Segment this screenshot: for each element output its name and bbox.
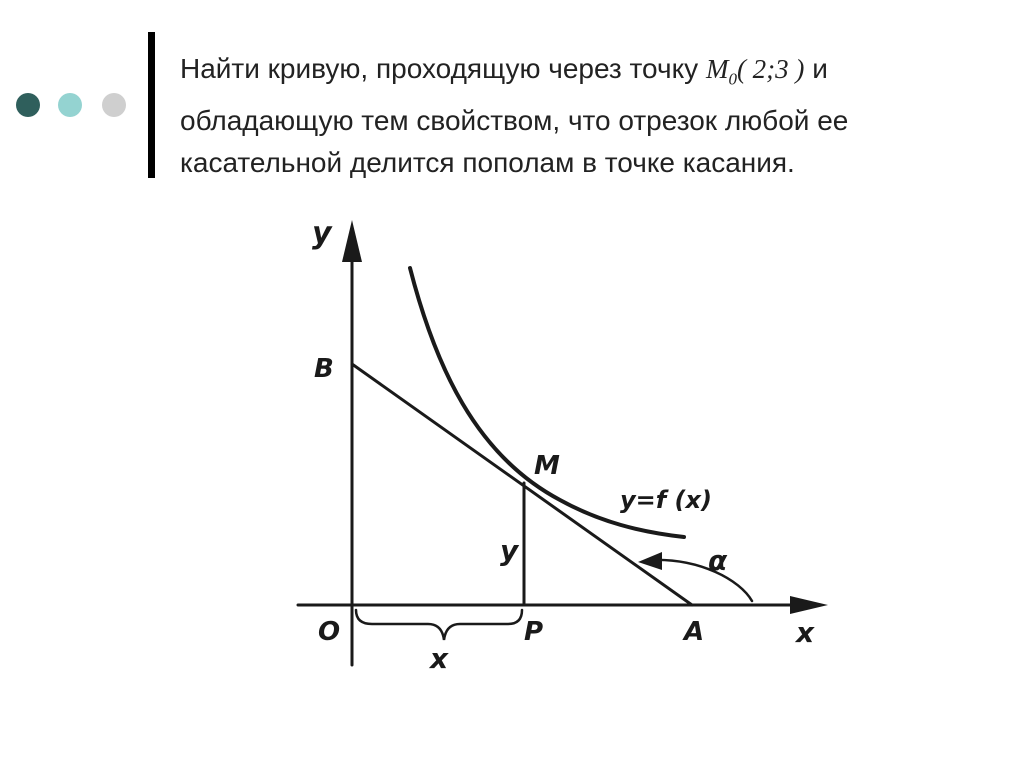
tangent-figure [290,205,850,675]
point-p-label: P [524,617,544,647]
point-subscript: 0 [728,69,737,89]
title-divider-bar [148,32,155,178]
point-a-label: A [684,617,705,647]
curve-label: y=f (x) [620,486,712,514]
point-m0 [705,54,805,89]
problem-line3: касательной делится пополам в точке касания. [180,147,795,179]
angle-arrow [638,552,662,570]
x-axis-label: x [796,616,815,649]
bullet-dot-teal [58,93,82,117]
problem-statement [180,48,1000,184]
point-coords: ( 2;3 ) [736,54,805,84]
bullet-dot-gray [102,93,126,117]
bullet-dot-dark [16,93,40,117]
y-axis-arrow [342,220,362,262]
point-b-label: B [314,354,334,384]
x-axis-arrow [790,596,828,614]
angle-label: α [708,544,728,577]
y-axis-label: y [312,216,332,251]
brace-x-label: x [430,642,449,675]
segment-y-label: y [500,534,519,567]
problem-line1-start: Найти кривую, проходящую через точку [180,53,706,84]
angle-arc [650,560,752,601]
origin-label: O [318,617,341,647]
x-brace [356,610,522,640]
problem-line1-end: и [804,53,828,84]
tangent-line [352,364,692,605]
point-m-label: M [534,451,560,481]
point-name: M [705,54,729,84]
problem-line2: обладающую тем свойством, что отрезок любой ее [180,105,849,137]
